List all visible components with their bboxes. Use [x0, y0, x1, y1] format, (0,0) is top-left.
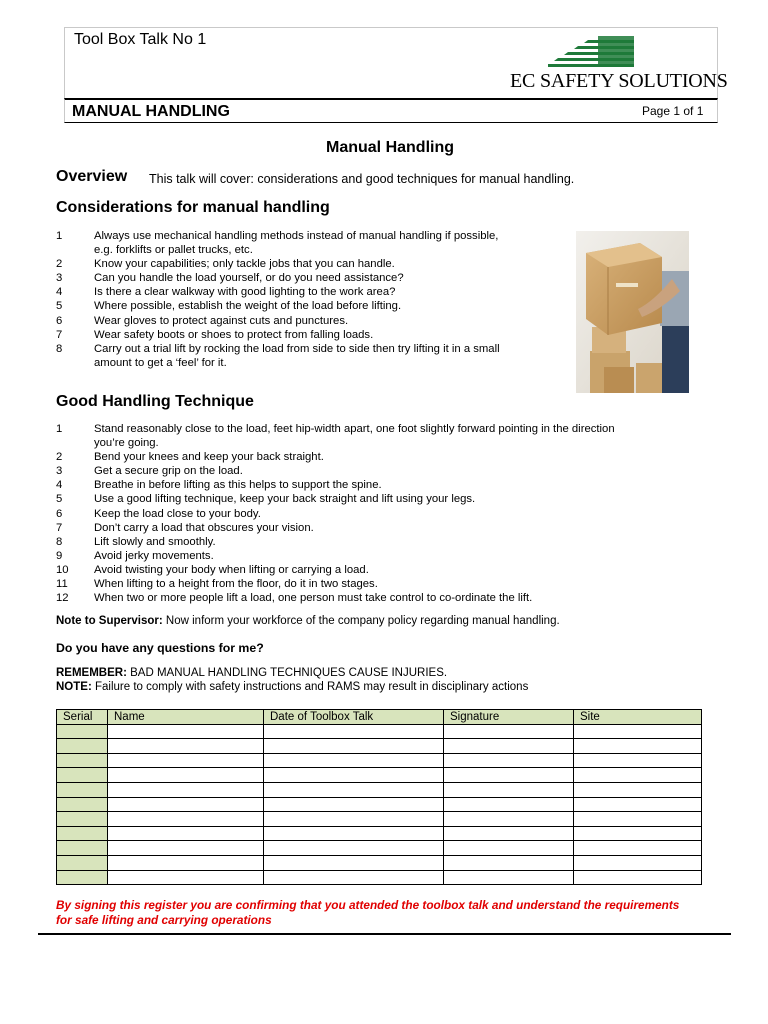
- list-item: [56, 328, 566, 342]
- list-item-text: Get a secure grip on the load.: [94, 465, 243, 478]
- manual-handling-photo: [576, 231, 689, 393]
- list-item-number: 6: [56, 507, 63, 520]
- list-item-number: 2: [56, 258, 63, 271]
- register-cell-site[interactable]: [574, 870, 702, 885]
- register-cell-signature[interactable]: [444, 812, 574, 827]
- list-item-text: Lift slowly and smoothly.: [94, 535, 216, 548]
- list-item-text: Stand reasonably close to the load, feet hip-width apart, one foot slightly forward pointing in the direction: [94, 423, 615, 435]
- register-cell-site[interactable]: [574, 724, 702, 739]
- register-cell-signature[interactable]: [444, 739, 574, 754]
- register-row: [57, 768, 702, 783]
- column-header-date: Date of Toolbox Talk: [264, 710, 444, 725]
- register-cell-serial[interactable]: [57, 855, 108, 870]
- register-row: [57, 870, 702, 885]
- list-item-text: Don’t carry a load that obscures your vision.: [94, 521, 314, 534]
- list-item-number: 5: [56, 493, 63, 506]
- list-item-number: 3: [56, 272, 63, 285]
- list-item-continuation: e.g. forklifts or pallet trucks, etc.: [94, 244, 253, 257]
- list-item-continuation: you’re going.: [94, 437, 159, 450]
- register-cell-serial[interactable]: [57, 841, 108, 856]
- register-cell-site[interactable]: [574, 826, 702, 841]
- list-item: [56, 507, 706, 521]
- note-label: NOTE:: [56, 681, 92, 693]
- list-item-number: 8: [56, 342, 63, 355]
- list-item-number: 11: [56, 578, 68, 591]
- column-header-name: Name: [108, 710, 264, 725]
- register-cell-signature[interactable]: [444, 797, 574, 812]
- register-cell-serial[interactable]: [57, 739, 108, 754]
- list-item-text: Where possible, establish the weight of the load before lifting.: [94, 300, 402, 313]
- register-row: [57, 753, 702, 768]
- bottom-rule: [38, 933, 731, 935]
- register-cell-name[interactable]: [108, 753, 264, 768]
- list-item: [56, 492, 706, 506]
- register-cell-date[interactable]: [264, 855, 444, 870]
- list-item-number: 7: [56, 328, 63, 341]
- register-row: [57, 841, 702, 856]
- remember-text: BAD MANUAL HANDLING TECHNIQUES CAUSE INJURIES.: [130, 667, 448, 679]
- list-item-number: 4: [56, 479, 63, 492]
- questions-prompt: Do you have any questions for me?: [56, 641, 264, 655]
- register-cell-serial[interactable]: [57, 797, 108, 812]
- register-cell-date[interactable]: [264, 724, 444, 739]
- list-item-text: Bend your knees and keep your back straight.: [94, 451, 324, 464]
- page-indicator: Page 1 of 1: [642, 104, 704, 118]
- register-row: [57, 724, 702, 739]
- considerations-heading: Considerations for manual handling: [56, 199, 330, 216]
- list-item: [56, 229, 566, 257]
- list-item-text: When lifting to a height from the floor, do it in two stages.: [94, 578, 378, 591]
- list-item-text: Is there a clear walkway with good lighting to the work area?: [94, 286, 396, 299]
- register-cell-date[interactable]: [264, 768, 444, 783]
- column-header-serial: Serial: [57, 710, 108, 725]
- list-item-text: Carry out a trial lift by rocking the load from side to side then try lifting it in a small: [94, 342, 500, 355]
- list-item: [56, 563, 706, 577]
- register-cell-date[interactable]: [264, 797, 444, 812]
- list-item-number: 1: [56, 230, 63, 242]
- list-item-number: 2: [56, 451, 63, 464]
- register-cell-site[interactable]: [574, 855, 702, 870]
- list-item: [56, 535, 706, 549]
- list-item: [56, 549, 706, 563]
- list-item-text: Avoid jerky movements.: [94, 549, 214, 562]
- list-item: [56, 342, 566, 370]
- register-cell-name[interactable]: [108, 812, 264, 827]
- list-item-number: 9: [56, 549, 63, 562]
- register-cell-signature[interactable]: [444, 826, 574, 841]
- register-cell-serial[interactable]: [57, 826, 108, 841]
- list-item: [56, 478, 706, 492]
- register-cell-signature[interactable]: [444, 870, 574, 885]
- technique-list: [56, 422, 706, 605]
- list-item-text: Know your capabilities; only tackle jobs that you can handle.: [94, 258, 395, 271]
- register-cell-date[interactable]: [264, 870, 444, 885]
- register-cell-signature[interactable]: [444, 768, 574, 783]
- remember-label: REMEMBER:: [56, 667, 127, 679]
- list-item-number: 10: [56, 563, 69, 576]
- toolbox-talk-title: Tool Box Talk No 1: [74, 31, 207, 48]
- overview-text: This talk will cover: considerations and good techniques for manual handling.: [149, 172, 575, 186]
- register-row: [57, 812, 702, 827]
- column-header-signature: Signature: [444, 710, 574, 725]
- register-cell-site[interactable]: [574, 753, 702, 768]
- list-item: [56, 285, 566, 299]
- logo-mark-icon: [548, 36, 668, 68]
- register-cell-site[interactable]: [574, 739, 702, 754]
- list-item-number: 4: [56, 286, 63, 299]
- register-cell-name[interactable]: [108, 739, 264, 754]
- list-item: [56, 271, 566, 285]
- technique-heading: Good Handling Technique: [56, 393, 254, 410]
- list-item: [56, 591, 706, 605]
- register-cell-date[interactable]: [264, 841, 444, 856]
- register-cell-serial[interactable]: [57, 724, 108, 739]
- list-item-text: Wear gloves to protect against cuts and punctures.: [94, 314, 349, 327]
- document-title: Manual Handling: [326, 139, 454, 156]
- note-line: [56, 681, 528, 693]
- register-cell-serial[interactable]: [57, 753, 108, 768]
- company-name: EC SAFETY SOLUTIONS: [510, 70, 728, 92]
- register-cell-name[interactable]: [108, 782, 264, 797]
- list-item-number: 7: [56, 521, 63, 534]
- register-cell-date[interactable]: [264, 826, 444, 841]
- list-item-text: Use a good lifting technique, keep your back straight and lift using your legs.: [94, 493, 476, 506]
- list-item-number: 1: [56, 423, 63, 435]
- register-cell-site[interactable]: [574, 841, 702, 856]
- register-cell-site[interactable]: [574, 797, 702, 812]
- list-item-text: Breathe in before lifting as this helps to support the spine.: [94, 479, 382, 492]
- register-header-row: [57, 710, 702, 725]
- register-cell-serial[interactable]: [57, 812, 108, 827]
- register-row: [57, 855, 702, 870]
- signing-statement: By signing this register you are confirming that you attended the toolbox talk and understand the requirements for safe lifting and carrying operations: [56, 898, 680, 927]
- list-item: [56, 464, 706, 478]
- list-item: [56, 257, 566, 271]
- list-item-continuation: amount to get a ‘feel’ for it.: [94, 356, 227, 369]
- considerations-list: [56, 229, 566, 370]
- register-cell-date[interactable]: [264, 782, 444, 797]
- list-item-text: Wear safety boots or shoes to protect from falling loads.: [94, 328, 374, 341]
- register-row: [57, 826, 702, 841]
- supervisor-note-label: Note to Supervisor:: [56, 615, 163, 627]
- list-item-number: 6: [56, 314, 63, 327]
- remember-line: [56, 667, 447, 679]
- register-cell-name[interactable]: [108, 855, 264, 870]
- register-cell-serial[interactable]: [57, 768, 108, 783]
- list-item-text: When two or more people lift a load, one person must take control to co-ordinate the lift.: [94, 592, 533, 605]
- list-item: [56, 314, 566, 328]
- list-item: [56, 521, 706, 535]
- register-row: [57, 739, 702, 754]
- list-item-number: 8: [56, 535, 63, 548]
- register-cell-signature[interactable]: [444, 724, 574, 739]
- list-item: [56, 450, 706, 464]
- register-cell-name[interactable]: [108, 768, 264, 783]
- register-cell-site[interactable]: [574, 768, 702, 783]
- list-item-number: 3: [56, 465, 63, 478]
- supervisor-note: [56, 615, 560, 627]
- register-cell-signature[interactable]: [444, 841, 574, 856]
- register-cell-name[interactable]: [108, 841, 264, 856]
- register-cell-signature[interactable]: [444, 855, 574, 870]
- register-body: [57, 724, 702, 885]
- list-item: [56, 299, 566, 313]
- register-row: [57, 782, 702, 797]
- attendance-register: [56, 709, 702, 885]
- register-cell-site[interactable]: [574, 782, 702, 797]
- register-row: [57, 797, 702, 812]
- register-cell-serial[interactable]: [57, 782, 108, 797]
- register-cell-name[interactable]: [108, 870, 264, 885]
- company-logo: [510, 34, 728, 94]
- note-text: Failure to comply with safety instructions and RAMS may result in disciplinary actions: [94, 681, 529, 693]
- supervisor-note-text: Now inform your workforce of the company policy regarding manual handling.: [165, 615, 560, 627]
- list-item-number: 5: [56, 300, 63, 313]
- list-item: [56, 422, 706, 450]
- register-cell-signature[interactable]: [444, 782, 574, 797]
- register-cell-site[interactable]: [574, 812, 702, 827]
- register-cell-signature[interactable]: [444, 753, 574, 768]
- register-cell-date[interactable]: [264, 812, 444, 827]
- register-cell-serial[interactable]: [57, 870, 108, 885]
- overview-label: Overview: [56, 168, 128, 185]
- list-item: [56, 577, 706, 591]
- register-cell-date[interactable]: [264, 739, 444, 754]
- register-cell-name[interactable]: [108, 797, 264, 812]
- subject-title: MANUAL HANDLING: [72, 103, 230, 120]
- column-header-site: Site: [574, 710, 702, 725]
- list-item-text: Keep the load close to your body.: [94, 507, 261, 520]
- register-cell-date[interactable]: [264, 753, 444, 768]
- register-cell-name[interactable]: [108, 724, 264, 739]
- list-item-text: Avoid twisting your body when lifting or carrying a load.: [94, 563, 369, 576]
- register-cell-name[interactable]: [108, 826, 264, 841]
- list-item-number: 12: [56, 592, 69, 605]
- list-item-text: Always use mechanical handling methods instead of manual handling if possible,: [94, 230, 499, 242]
- list-item-text: Can you handle the load yourself, or do you need assistance?: [94, 272, 404, 285]
